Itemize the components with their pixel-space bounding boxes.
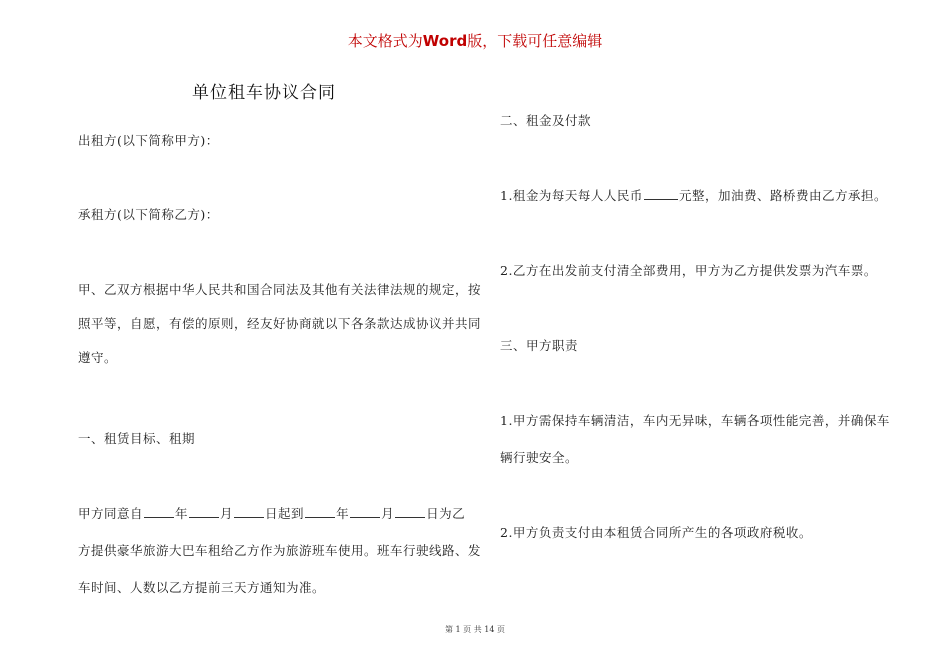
page-footer: 第 1 页 共 14 页 [445,625,505,634]
preamble-paragraph [78,273,482,375]
lessor-line [78,124,478,158]
blank-field [395,503,425,518]
text-segment: 年 [336,506,350,521]
lessor-text: 出租方(以下简称甲方)： [78,133,219,148]
blank-field [350,503,380,518]
section3-heading [500,329,900,363]
blank-field [234,503,264,518]
section2-item-1 [500,179,900,213]
preamble-line-1: 甲、乙双方根据中华人民共和国合同法及其他有关法律法规的规定，按 [78,282,482,297]
download-banner [0,30,950,51]
s2-item2-line: 2.乙方在出发前支付清全部费用，甲方为乙方提供发票为汽车票。 [500,263,877,278]
preamble-line-2: 照平等，自愿，有偿的原则，经友好协商就以下各条款达成协议并共同 [78,316,482,331]
section3-item-1 [500,404,900,475]
banner-suffix: 版，下载可任意编辑 [467,32,603,50]
text-segment: 月 [220,506,234,521]
text-segment: 元整，加油费、路桥费由乙方承担。 [678,188,887,203]
section3-item-2 [500,516,900,550]
section1-heading [78,422,478,456]
blank-field [144,503,174,518]
text-segment: 甲方同意自 [78,506,144,521]
s3-item1-line-1: 1.甲方需保持车辆清洁，车内无异味，车辆各项性能完善，并确保车 [500,413,890,428]
text-segment: 日为乙 [426,506,466,521]
section1-body [78,497,482,605]
text-segment: 年 [175,506,189,521]
text-segment: 日起到 [265,506,305,521]
section1-body-line-2: 方提供豪华旅游大巴车租给乙方作为旅游班车使用。班车行驶线路、发 [78,543,482,558]
banner-word: Word [422,32,468,50]
lessee-text: 承租方(以下简称乙方)： [78,207,219,222]
section2-heading-text: 二、租金及付款 [500,113,592,128]
blank-field [644,185,678,200]
blank-field [189,503,219,518]
s2-item1-line [500,179,900,213]
section1-heading-text: 一、租赁目标、租期 [78,431,196,446]
section2-heading [500,104,900,138]
section3-heading-text: 三、甲方职责 [500,338,579,353]
text-segment: 月 [381,506,395,521]
lessee-line [78,198,478,232]
section2-item-2 [500,254,900,288]
s3-item1-line-2: 辆行驶安全。 [500,450,579,465]
banner-prefix: 本文格式为 [347,32,423,50]
document-title: 单位租车协议合同 [192,83,336,103]
blank-field [305,503,335,518]
preamble-line-3: 遵守。 [78,350,118,365]
section1-body-line-1 [78,497,478,531]
s3-item2-line: 2.甲方负责支付由本租赁合同所产生的各项政府税收。 [500,525,812,540]
text-segment: 1.租金为每天每人人民币 [500,188,643,203]
section1-body-line-3: 车时间、人数以乙方提前三天方通知为准。 [78,580,326,595]
